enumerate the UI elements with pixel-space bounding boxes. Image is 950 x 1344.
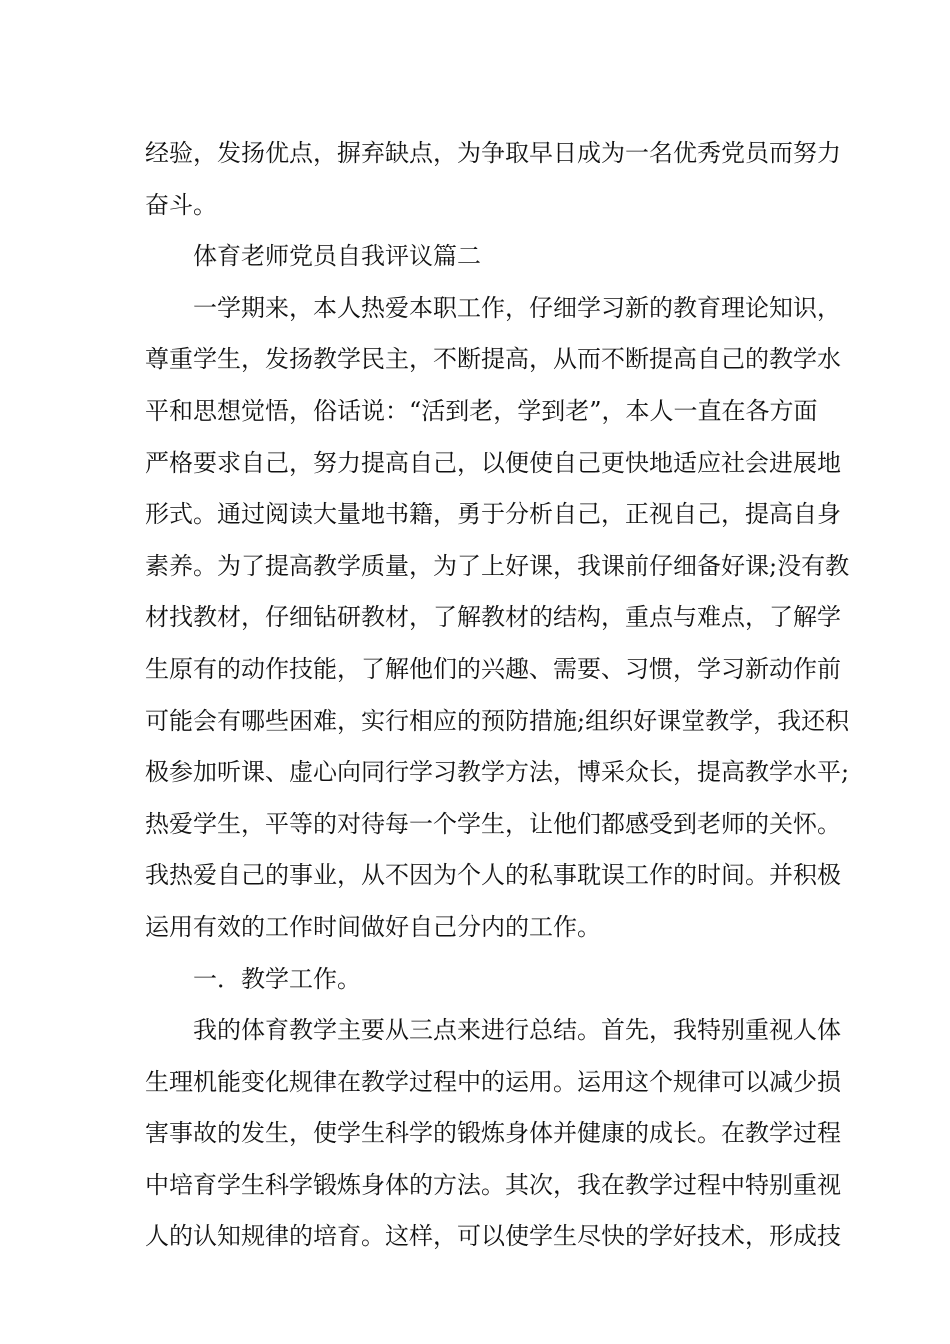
document-body [145,128,850,1263]
text-line: 生原有的动作技能，了解他们的兴趣、需要、习惯，学习新动作前 [145,654,841,683]
text-line: 人的认知规律的培育。这样，可以使学生尽快的学好技术，形成技 [145,1222,841,1251]
text-line: 奋斗。 [145,190,217,219]
text-line: 素养。为了提高教学质量，为了上好课，我课前仔细备好课;没有教 [145,551,850,580]
text-line: 体育老师党员自我评议篇二 [193,242,481,271]
text-line: 一．教学工作。 [193,964,361,993]
text-line: 我的体育教学主要从三点来进行总结。首先，我特别重视人体 [193,1016,841,1045]
text-line: 尊重学生，发扬教学民主，不断提高，从而不断提高自己的教学水 [145,345,841,374]
text-line: 运用有效的工作时间做好自己分内的工作。 [145,912,601,941]
text-line: 严格要求自己，努力提高自己，以便使自己更快地适应社会进展地 [145,448,841,477]
text-line: 热爱学生，平等的对待每一个学生，让他们都感受到老师的关怀。 [145,809,841,838]
text-line: 极参加听课、虚心向同行学习教学方法，博采众长，提高教学水平; [145,758,850,787]
text-line: 一学期来，本人热爱本职工作，仔细学习新的教育理论知识， [193,293,841,322]
text-line: 经验，发扬优点，摒弃缺点，为争取早日成为一名优秀党员而努力 [145,139,841,167]
text-line: 我热爱自己的事业，从不因为个人的私事耽误工作的时间。并积极 [145,861,841,890]
text-line: 可能会有哪些困难，实行相应的预防措施;组织好课堂教学，我还积 [145,706,850,735]
text-line: 平和思想觉悟，俗话说：“活到老，学到老”，本人一直在各方面 [145,396,818,425]
text-line: 材找教材，仔细钻研教材，了解教材的结构，重点与难点，了解学 [145,603,841,632]
text-line: 形式。通过阅读大量地书籍，勇于分析自己，正视自己，提高自身 [145,500,841,529]
text-line: 生理机能变化规律在教学过程中的运用。运用这个规律可以减少损 [145,1067,841,1096]
text-line: 中培育学生科学锻炼身体的方法。其次，我在教学过程中特别重视 [145,1170,841,1199]
text-line: 害事故的发生，使学生科学的锻炼身体并健康的成长。在教学过程 [145,1119,841,1148]
